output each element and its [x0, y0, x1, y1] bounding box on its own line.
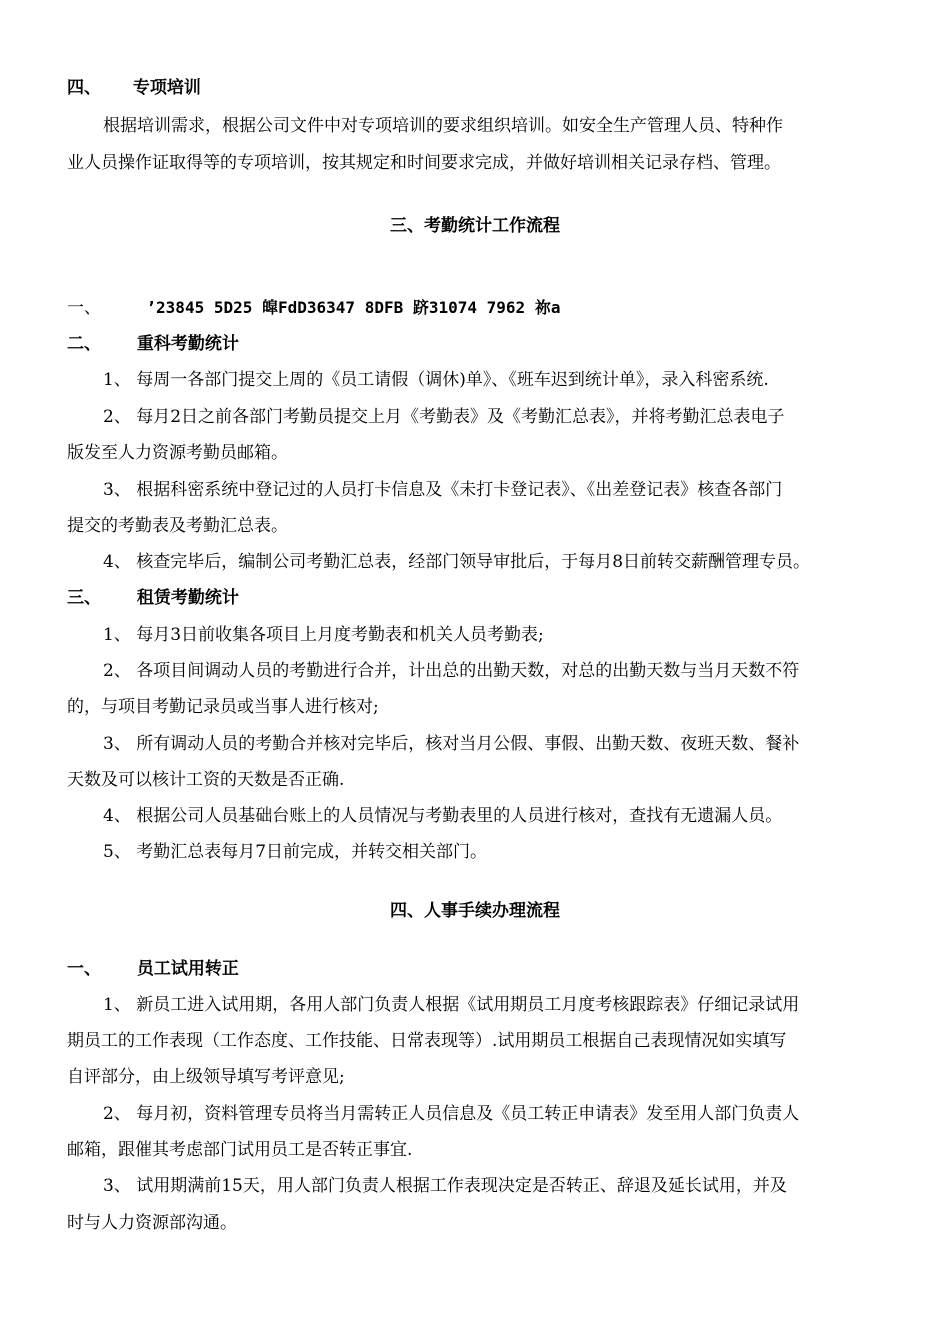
chapter-title-hr-procedures: 四、人事手续办理流程 — [390, 901, 560, 921]
list-item: 3、 试用期满前15天，用人部门负责人根据工作表现决定是否转正、辞退及延长试用，并及 — [103, 1176, 787, 1196]
list-item: 4、 核查完毕后，编制公司考勤汇总表，经部门领导审批后，于每月8日前转交薪酬管理专员。 — [103, 552, 811, 572]
section-heading-probation — [67, 957, 239, 981]
paragraph-line: 业人员操作证取得等的专项培训，按其规定和时间要求完成，并做好培训相关记录存档、管理。 — [67, 153, 781, 173]
list-item-continuation: 时与人力资源部沟通。 — [67, 1213, 237, 1233]
list-item: 5、 考勤汇总表每月7日前完成，并转交相关部门。 — [103, 842, 488, 862]
section-title: 专项培训 — [132, 78, 201, 98]
section-number: 四、 — [67, 78, 101, 98]
list-item: 3、 根据科密系统中登记过的人员打卡信息及《未打卡登记表》、《出差登记表》核查各部门 — [103, 480, 783, 500]
list-item: 2、 每月2日之前各部门考勤员提交上月《考勤表》及《考勤汇总表》，并将考勤汇总表电子 — [103, 407, 785, 427]
list-item-continuation: 期员工的工作表现（工作态度、工作技能、日常表现等）.试用期员工根据自己表现情况如实填写 — [67, 1031, 787, 1051]
list-item-continuation: 邮箱，跟催其考虑部门试用员工是否转正事宜. — [67, 1140, 413, 1160]
section-number: 三、 — [67, 588, 101, 608]
section-heading-special-training — [67, 76, 201, 100]
section-heading-lease-attendance — [67, 586, 239, 610]
list-item-continuation: 版发至人力资源考勤员邮箱。 — [67, 443, 288, 463]
list-item: 2、 每月初，资料管理专员将当月需转正人员信息及《员工转正申请表》发至用人部门负责人 — [103, 1104, 800, 1124]
list-item: 1、 每周一各部门提交上周的《员工请假（调休)单》、《班车迟到统计单》，录入科密系统. — [103, 370, 769, 390]
section-number: 一、 — [67, 298, 101, 318]
section-title: 租赁考勤统计 — [136, 588, 239, 608]
list-item: 1、 新员工进入试用期，各用人部门负责人根据《试用期员工月度考核跟踪表》仔细记录试用 — [103, 995, 800, 1015]
section-title: ’23845 5D25 皡FdD36347 8DFB 跻31074 7962 祢a — [146, 298, 561, 317]
list-item-continuation: 的，与项目考勤记录员或当事人进行核对; — [67, 697, 379, 717]
section-number: 二、 — [67, 334, 101, 354]
list-item: 3、 所有调动人员的考勤合并核对完毕后，核对当月公假、事假、出勤天数、夜班天数、餐补 — [103, 734, 800, 754]
section-number: 一、 — [67, 959, 101, 979]
list-item-continuation: 天数及可以核计工资的天数是否正确. — [67, 770, 345, 790]
section-title: 员工试用转正 — [136, 959, 239, 979]
list-item-continuation: 自评部分，由上级领导填写考评意见; — [67, 1067, 345, 1087]
section-title: 重科考勤统计 — [136, 334, 239, 354]
list-item: 2、 各项目间调动人员的考勤进行合并，计出总的出勤天数，对总的出勤天数与当月天数不符 — [103, 661, 800, 681]
list-item: 1、 每月3日前收集各项目上月度考勤表和机关人员考勤表; — [103, 625, 544, 645]
list-item: 4、 根据公司人员基础台账上的人员情况与考勤表里的人员进行核对，查找有无遗漏人员。 — [103, 806, 783, 826]
chapter-title-attendance: 三、考勤统计工作流程 — [390, 216, 560, 236]
section-heading-garbled — [67, 296, 560, 320]
section-heading-zhongke-attendance — [67, 332, 239, 356]
paragraph-line: 根据培训需求，根据公司文件中对专项培训的要求组织培训。如安全生产管理人员、特种作 — [103, 116, 783, 136]
list-item-continuation: 提交的考勤表及考勤汇总表。 — [67, 516, 288, 536]
